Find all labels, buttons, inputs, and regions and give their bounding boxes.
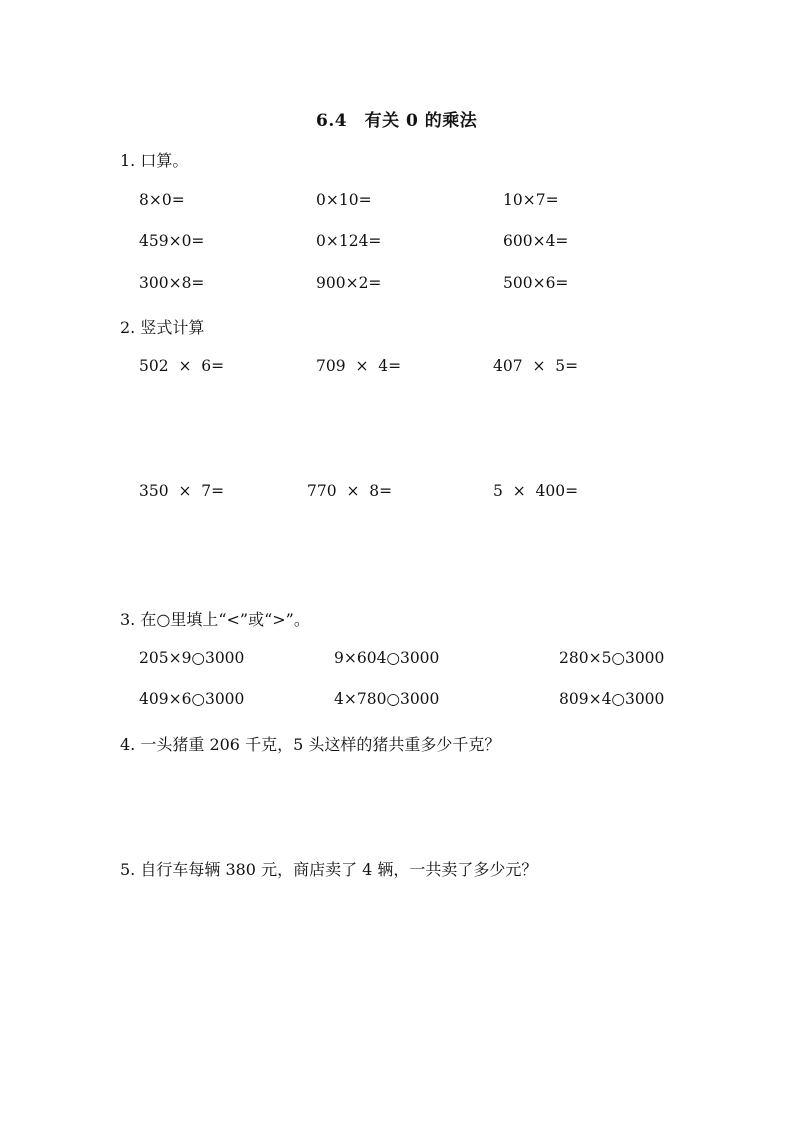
oral-calc-item: 600×4= <box>503 232 569 250</box>
oral-calc-item: 300×8= <box>139 274 205 292</box>
oral-calc-item: 500×6= <box>503 274 569 292</box>
oral-calc-item: 10×7= <box>503 191 559 209</box>
oral-calc-item: 459×0= <box>139 232 205 250</box>
vertical-calc-item: 770 × 8= <box>307 482 393 500</box>
page-title: 6.4 有关 0 的乘法 <box>316 111 478 131</box>
vertical-calc-item: 407 × 5= <box>493 357 579 375</box>
word-problem-4: 4. 一头猪重 206 千克，5 头这样的猪共重多少千克？ <box>120 735 501 754</box>
oral-calc-item: 900×2= <box>316 274 382 292</box>
vertical-calc-item: 350 × 7= <box>139 482 225 500</box>
oral-calc-item: 8×0= <box>139 191 185 209</box>
compare-item: 4×780○3000 <box>334 690 440 708</box>
section-1-heading: 1. 口算。 <box>120 151 189 170</box>
oral-calc-item: 0×124= <box>316 232 382 250</box>
compare-item: 280×5○3000 <box>559 649 665 667</box>
compare-item: 409×6○3000 <box>139 690 245 708</box>
word-problem-5: 5. 自行车每辆 380 元，商店卖了 4 辆，一共卖了多少元？ <box>120 860 538 879</box>
compare-item: 9×604○3000 <box>334 649 440 667</box>
vertical-calc-item: 502 × 6= <box>139 357 225 375</box>
vertical-calc-item: 5 × 400= <box>493 482 579 500</box>
compare-item: 205×9○3000 <box>139 649 245 667</box>
oral-calc-item: 0×10= <box>316 191 372 209</box>
section-2-heading: 2. 竖式计算 <box>120 318 205 337</box>
vertical-calc-item: 709 × 4= <box>316 357 402 375</box>
section-3-heading: 3. 在○里填上“<”或“>”。 <box>120 610 310 629</box>
compare-item: 809×4○3000 <box>559 690 665 708</box>
